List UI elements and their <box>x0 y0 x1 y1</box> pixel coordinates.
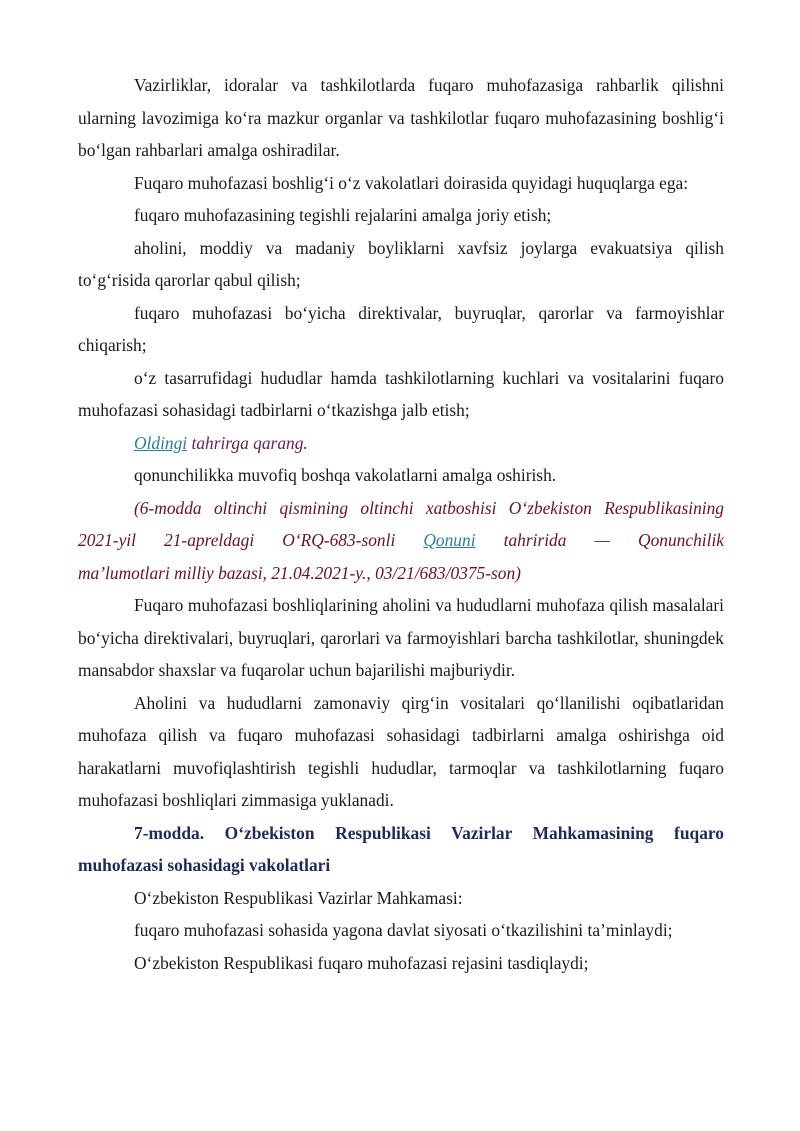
amendment-note-line <box>78 524 724 557</box>
paragraph: Fuqaro muhofazasi boshliqlarining aholini va hududlarni muhofaza qilish masalalari bo‘yicha direktivalari, buyruqlari, qarorlari va farmoyishlari barcha tashkilotlar, shuningdek mansabdor shaxslar va fuqarolar uchun bajarilishi majburiydir. <box>78 595 724 680</box>
amendment-note-text: 2021-yil 21-apreldagi O‘RQ-683-sonli <box>78 530 424 550</box>
document-page <box>78 69 724 979</box>
amendment-note-line: (6-modda oltinchi qismining oltinchi xatboshisi O‘zbekiston Respublikasining <box>134 497 724 518</box>
paragraph: O‘zbekiston Respublikasi fuqaro muhofazasi rejasini tasdiqlaydi; <box>134 952 589 973</box>
previous-edition-note <box>78 427 724 460</box>
paragraph: Vazirliklar, idoralar va tashkilotlarda fuqaro muhofazasiga rahbarlik qilishni ularning lavozimiga ko‘ra mazkur organlar va tashkilotlar fuqaro muhofazasining boshlig‘i bo‘lgan rahbarlari amalga oshiradilar. <box>78 75 724 160</box>
amendment-note-line: ma’lumotlari milliy bazasi, 21.04.2021-y., 03/21/683/0375-son) <box>78 562 521 583</box>
paragraph: O‘zbekiston Respublikasi Vazirlar Mahkamasi: <box>134 887 463 908</box>
paragraph: fuqaro muhofazasi sohasida yagona davlat siyosati o‘tkazilishini ta’minlaydi; <box>134 920 673 940</box>
paragraph: Aholini va hududlarni zamonaviy qirg‘in vositalari qo‘llanilishi oqibatlaridan muhofaza qilish va fuqaro muhofazasi sohasidagi tadbirlarni amalga oshirishga oid harakatlarni muvofiqlashtirish tegishli hududlar, tarmoqlar va tashkilotlarning fuqaro muhofazasi boshliqlari zimmasiga yuklanadi. <box>78 692 724 810</box>
paragraph: aholini, moddiy va madaniy boyliklarni xavfsiz joylarga evakuatsiya qilish to‘g‘risida qarorlar qabul qilish; <box>78 237 724 290</box>
article-heading: 7-modda. O‘zbekiston Respublikasi Vazirlar Mahkamasining fuqaro muhofazasi sohasidagi vakolatlari <box>78 822 724 875</box>
law-link[interactable]: Qonuni <box>423 530 476 550</box>
amendment-note <box>78 492 724 590</box>
amendment-note-text: tahririda — Qonunchilik <box>475 530 724 550</box>
paragraph: o‘z tasarrufidagi hududlar hamda tashkilotlarning kuchlari va vositalarini fuqaro muhofazasi sohasidagi tadbirlarni o‘tkazishga jalb etish; <box>78 367 724 420</box>
previous-edition-link[interactable]: Oldingi <box>134 432 188 453</box>
paragraph: qonunchilikka muvofiq boshqa vakolatlarni amalga oshirish. <box>134 465 557 485</box>
paragraph: Fuqaro muhofazasi boshlig‘i o‘z vakolatlari doirasida quyidagi huquqlarga ega: <box>134 172 689 193</box>
paragraph: fuqaro muhofazasining tegishli rejalarini amalga joriy etish; <box>134 205 552 225</box>
paragraph: fuqaro muhofazasi bo‘yicha direktivalar, buyruqlar, qarorlar va farmoyishlar chiqarish; <box>78 302 724 355</box>
previous-edition-text: tahrirga qarang. <box>187 432 308 453</box>
